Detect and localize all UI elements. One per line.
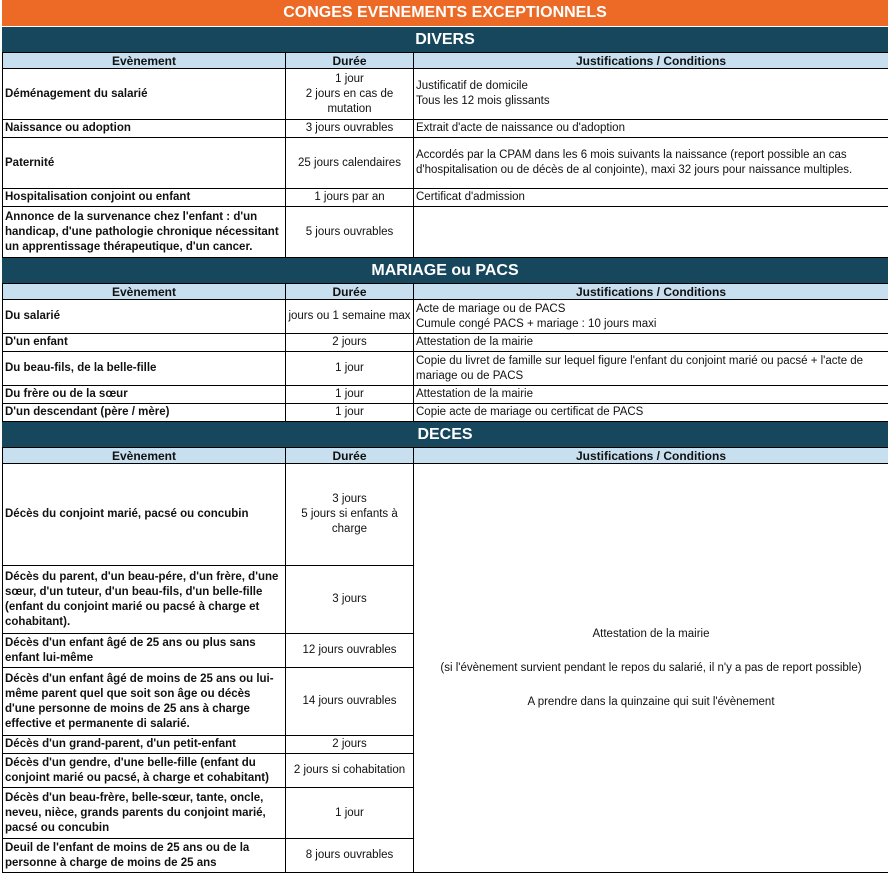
- cell-justif[interactable]: [414, 300, 888, 334]
- cell-evenement[interactable]: Deuil de l'enfant de moins de 25 ans ou de la personne à charge de moins de 25 ans: [3, 839, 286, 873]
- cell-evenement[interactable]: Décès d'un enfant âgé de moins de 25 ans ou lui-même parent quel que soit son âge ou décès d'une personne de moins de 25 ans à charge effective et permanente di salarié.: [3, 668, 286, 736]
- table-row: [3, 386, 888, 404]
- header-duree: Durée: [286, 448, 414, 464]
- cell-duree[interactable]: [286, 69, 414, 120]
- cell-evenement[interactable]: Du beau-fils, de la belle-fille: [3, 352, 286, 386]
- cell-justif[interactable]: [414, 69, 888, 120]
- header-duree: Durée: [286, 53, 414, 69]
- cell-duree[interactable]: 8 jours ouvrables: [286, 839, 414, 873]
- cell-line: 2 jours en cas de mutation: [305, 87, 394, 115]
- cell-justif[interactable]: Copie acte de mariage ou certificat de PACS: [414, 404, 888, 422]
- table-row: [3, 352, 888, 386]
- cell-evenement[interactable]: Décès du conjoint marié, pacsé ou concubin: [3, 464, 286, 566]
- cell-duree[interactable]: 3 jours ouvrables: [286, 120, 414, 138]
- cell-evenement[interactable]: D'un enfant: [3, 334, 286, 352]
- cell-duree[interactable]: 1 jour: [286, 788, 414, 839]
- section-title-mariage: MARIAGE ou PACS: [2, 258, 888, 283]
- cell-duree[interactable]: [286, 464, 414, 566]
- table-row: [3, 334, 888, 352]
- cell-duree[interactable]: 25 jours calendaires: [286, 138, 414, 189]
- sheet-title: CONGES EVENEMENTS EXCEPTIONNELS: [2, 0, 888, 27]
- cell-duree[interactable]: 14 jours ouvrables: [286, 668, 414, 736]
- cell-evenement[interactable]: Du salarié: [3, 300, 286, 334]
- table-row: [3, 464, 888, 566]
- cell-evenement[interactable]: Décès d'un enfant âgé de 25 ans ou plus sans enfant lui-même: [3, 634, 286, 668]
- cell-line: 3 jours: [332, 493, 367, 505]
- cell-evenement[interactable]: Décès du parent, d'un beau-pére, d'un frère, d'une sœur, d'un tuteur, d'un beau-fils, d'un belle-fille (enfant du conjoint marié ou pacsé à charge et cohabitant).: [3, 566, 286, 634]
- cell-line: (si l'évènement survient pendant le repos du salarié, il n'y a pas de report possible): [440, 661, 862, 674]
- header-evenement: Evènement: [3, 448, 286, 464]
- spreadsheet: [2, 0, 888, 873]
- header-justif: Justifications / Conditions: [414, 284, 888, 300]
- cell-line: Justificatif de domicile: [416, 80, 528, 92]
- header-row: [3, 284, 888, 300]
- header-evenement: Evènement: [3, 284, 286, 300]
- cell-line: 5 jours si enfants à charge: [301, 508, 398, 535]
- cell-duree[interactable]: 12 jours ouvrables: [286, 634, 414, 668]
- cell-duree[interactable]: 1 jour: [286, 352, 414, 386]
- cell-duree[interactable]: jours ou 1 semaine max: [286, 300, 414, 334]
- cell-duree[interactable]: 5 jours ouvrables: [286, 207, 414, 258]
- cell-evenement[interactable]: Hospitalisation conjoint ou enfant: [3, 189, 286, 207]
- cell-duree[interactable]: 1 jours par an: [286, 189, 414, 207]
- cell-justif[interactable]: Copie du livret de famille sur lequel figure l'enfant du conjoint marié ou pacsé + l'acte de mariage ou de PACS: [414, 352, 888, 386]
- cell-justif[interactable]: Extrait d'acte de naissance ou d'adoption: [414, 120, 888, 138]
- cell-evenement[interactable]: Décès d'un gendre, d'une belle-fille (enfant du conjoint marié ou pacsé, à charge et cohabitant): [3, 754, 286, 788]
- header-row: [3, 53, 888, 69]
- cell-evenement[interactable]: Du frère ou de la sœur: [3, 386, 286, 404]
- table-deces: [2, 447, 888, 873]
- header-duree: Durée: [286, 284, 414, 300]
- cell-justif[interactable]: [414, 207, 888, 258]
- cell-line: Cumule congé PACS + mariage : 10 jours maxi: [416, 317, 657, 330]
- table-row: [3, 300, 888, 334]
- cell-justif[interactable]: Attestation de la mairie: [414, 386, 888, 404]
- table-row: [3, 138, 888, 189]
- header-justif: Justifications / Conditions: [414, 53, 888, 69]
- table-row: [3, 207, 888, 258]
- header-justif: Justifications / Conditions: [414, 448, 888, 464]
- cell-evenement[interactable]: Paternité: [3, 138, 286, 189]
- section-title-deces: DECES: [2, 422, 888, 447]
- table-row: [3, 69, 888, 120]
- cell-line: 1 jour: [335, 72, 364, 85]
- table-row: [3, 120, 888, 138]
- table-divers: [2, 52, 888, 258]
- cell-duree[interactable]: 2 jours: [286, 736, 414, 754]
- cell-line: A prendre dans la quinzaine qui suit l'évènement: [527, 695, 775, 708]
- table-row: [3, 189, 888, 207]
- cell-justif-merged[interactable]: [414, 464, 888, 873]
- header-row: [3, 448, 888, 464]
- cell-line: Acte de mariage ou de PACS: [416, 302, 566, 315]
- cell-evenement[interactable]: Décès d'un grand-parent, d'un petit-enfant: [3, 736, 286, 754]
- cell-justif[interactable]: Accordés par la CPAM dans les 6 mois suivants la naissance (report possible an cas d'hospitalisation ou de décès de al conjointe), maxi 32 jours pour naissance multiples.: [414, 138, 888, 189]
- table-row: [3, 404, 888, 422]
- cell-evenement[interactable]: D'un descendant (père / mère): [3, 404, 286, 422]
- cell-duree[interactable]: 1 jour: [286, 386, 414, 404]
- cell-duree[interactable]: 2 jours si cohabitation: [286, 754, 414, 788]
- cell-evenement[interactable]: Naissance ou adoption: [3, 120, 286, 138]
- cell-evenement[interactable]: Déménagement du salarié: [3, 69, 286, 120]
- section-title-divers: DIVERS: [2, 27, 888, 52]
- cell-justif[interactable]: Certificat d'admission: [414, 189, 888, 207]
- cell-line: Tous les 12 mois glissants: [416, 95, 550, 107]
- cell-duree[interactable]: 3 jours: [286, 566, 414, 634]
- cell-duree[interactable]: 1 jour: [286, 404, 414, 422]
- cell-justif[interactable]: Attestation de la mairie: [414, 334, 888, 352]
- cell-evenement[interactable]: Décès d'un beau-frère, belle-sœur, tante, oncle, neveu, nièce, grands parents du conjoint marié, pacsé ou concubin: [3, 788, 286, 839]
- table-mariage: [2, 283, 888, 422]
- cell-evenement[interactable]: Annonce de la survenance chez l'enfant : d'un handicap, d'une pathologie chronique nécessitant un apprentissage thérapeutique, d'un cancer.: [3, 207, 286, 258]
- cell-duree[interactable]: 2 jours: [286, 334, 414, 352]
- header-evenement: Evènement: [3, 53, 286, 69]
- cell-line: Attestation de la mairie: [592, 627, 710, 640]
